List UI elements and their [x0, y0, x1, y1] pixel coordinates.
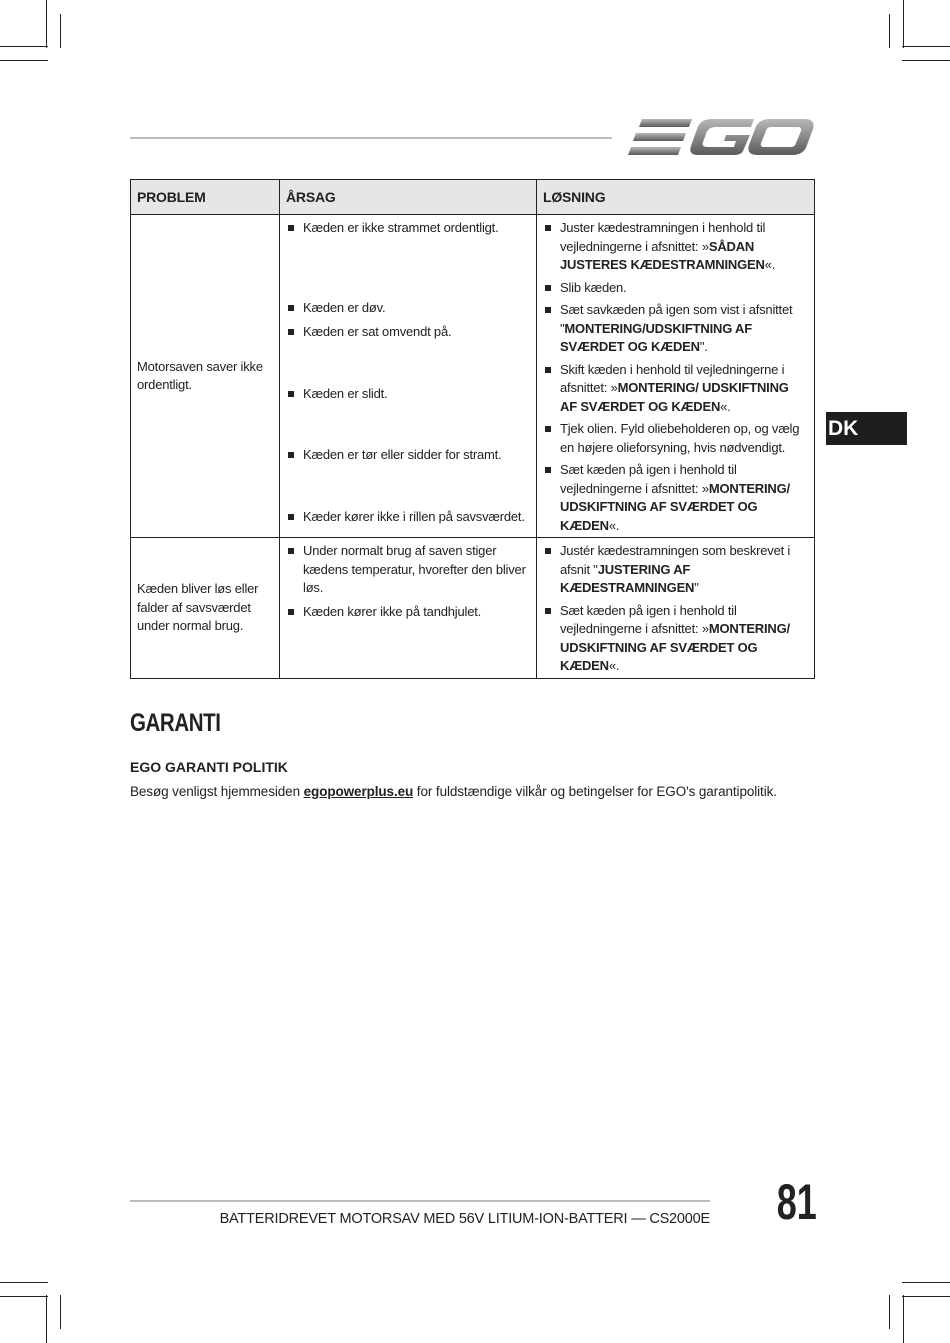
- troubleshooting-table: [130, 179, 815, 679]
- solution-tail: «.: [608, 658, 620, 673]
- crop-mark: [903, 1295, 904, 1343]
- crop-mark: [60, 14, 61, 48]
- solution-text: Sæt savkæden på igen som vist i afsnittet ": [560, 302, 793, 336]
- crop-mark: [0, 1296, 48, 1297]
- header-rule: [130, 137, 612, 139]
- solution-tail: ": [694, 580, 699, 595]
- solution-item: [543, 301, 808, 357]
- warranty-text-before: Besøg venligst hjemmesiden: [130, 784, 304, 799]
- footer-rule: [130, 1200, 710, 1202]
- cause-item: Kæden er sat omvendt på.: [286, 323, 530, 381]
- problem-cell: Motorsaven saver ikke ordentligt.: [131, 215, 280, 538]
- solution-text: Skift kæden i henhold til vejledningerne i afsnittet: »: [560, 361, 785, 395]
- solution-cell: [537, 215, 815, 538]
- crop-mark: [902, 60, 950, 61]
- solution-item: [543, 420, 808, 457]
- solution-text: Sæt kæden på igen i henhold til vejledningerne i afsnittet: »: [560, 602, 737, 636]
- section-reference: MONTERING/ UDSKIFTNING AF SVÆRDET OG KÆDEN: [560, 380, 789, 414]
- column-header-cause: ÅRSAG: [280, 180, 537, 215]
- column-header-solution: LØSNING: [537, 180, 815, 215]
- page-number: 81: [776, 1174, 817, 1230]
- cause-item: Kæden er tør eller sidder for stramt.: [286, 446, 530, 504]
- cause-item: Kæden er ikke strammet ordentligt.: [286, 219, 530, 295]
- solution-tail: «.: [764, 257, 776, 272]
- solution-item: [543, 461, 808, 535]
- solution-tail: ".: [699, 339, 708, 354]
- section-reference: JUSTERING AF KÆDESTRAMNINGEN: [560, 561, 695, 595]
- crop-mark: [889, 14, 890, 48]
- crop-mark: [0, 60, 48, 61]
- solution-item: [543, 219, 808, 275]
- cause-item: Kæder kører ikke i rillen på savsværdet.: [286, 508, 530, 527]
- section-reference: SÅDAN JUSTERES KÆDESTRAMNINGEN: [560, 238, 765, 272]
- solution-item: [543, 361, 808, 417]
- solution-item: [543, 279, 808, 298]
- section-subtitle: EGO GARANTI POLITIK: [130, 759, 288, 775]
- table-header-row: [131, 180, 815, 215]
- warranty-text-after: for fuldstændige vilkår og betingelser for EGO's garantipolitik.: [413, 784, 777, 799]
- column-header-problem: PROBLEM: [131, 180, 280, 215]
- crop-mark: [46, 0, 47, 48]
- cause-item: Kæden er slidt.: [286, 385, 530, 442]
- cause-cell: [280, 215, 537, 538]
- problem-cell: Kæden bliver løs eller falder af savsværdet under normal brug.: [131, 538, 280, 679]
- crop-mark: [60, 1295, 61, 1329]
- crop-mark: [0, 1282, 48, 1283]
- solution-text: Tjek olien. Fyld oliebeholderen op, og vælg en højere olieforsyning, hvis nødvendigt.: [560, 421, 800, 455]
- table-row: [131, 215, 815, 538]
- crop-mark: [903, 0, 904, 48]
- crop-mark: [0, 46, 48, 47]
- solution-tail: «.: [608, 517, 620, 533]
- crop-mark: [902, 1282, 950, 1283]
- cause-item: Kæden er døv.: [286, 299, 530, 319]
- table-row: [131, 538, 815, 679]
- crop-mark: [902, 46, 950, 47]
- crop-mark: [902, 1296, 950, 1297]
- cause-item: Kæden kører ikke på tandhjulet.: [286, 603, 530, 622]
- solution-text: Slib kæden.: [560, 279, 627, 295]
- solution-text: Juster kædestramningen i henhold til vejledningerne i afsnittet: »: [560, 220, 766, 254]
- solution-cell: [537, 538, 815, 679]
- crop-mark: [889, 1295, 890, 1329]
- cause-cell: [280, 538, 537, 679]
- language-tab: DK: [826, 412, 907, 445]
- warranty-link[interactable]: egopowerplus.eu: [303, 784, 414, 799]
- section-title: GARANTI: [130, 709, 221, 737]
- warranty-paragraph: [130, 782, 777, 802]
- cause-item: Under normalt brug af saven stiger kædens temperatur, hvorefter den bliver løs.: [286, 542, 530, 599]
- solution-tail: «.: [720, 398, 731, 414]
- solution-text: Sæt kæden på igen i henhold til vejledningerne i afsnittet: »: [560, 462, 737, 496]
- footer-title: BATTERIDREVET MOTORSAV MED 56V LITIUM-ION-BATTERI — CS2000E: [219, 1211, 710, 1227]
- section-reference: MONTERING/ UDSKIFTNING AF SVÆRDET OG KÆDEN: [560, 480, 790, 533]
- solution-text: Justér kædestramningen som beskrevet i afsnit ": [560, 543, 791, 577]
- section-reference: MONTERING/ UDSKIFTNING AF SVÆRDET OG KÆDEN: [560, 621, 790, 673]
- solution-item: [543, 602, 808, 676]
- crop-mark: [46, 1295, 47, 1343]
- solution-item: [543, 542, 808, 598]
- ego-logo: [628, 116, 814, 158]
- section-reference: MONTERING/UDSKIFTNING AF SVÆRDET OG KÆDEN: [560, 320, 752, 354]
